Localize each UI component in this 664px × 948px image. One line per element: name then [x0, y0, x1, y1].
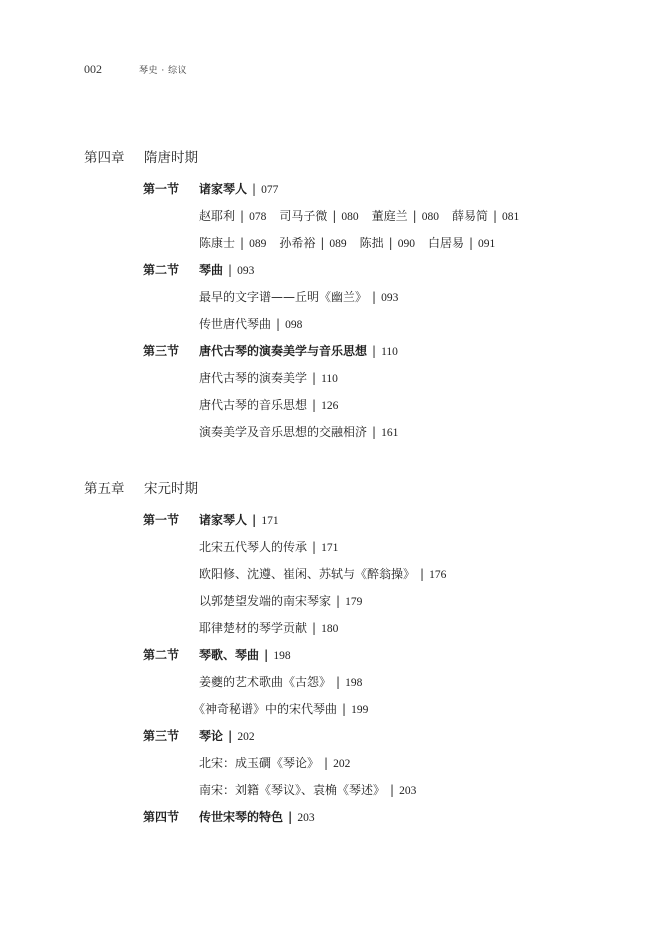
section-title: 琴论: [199, 729, 224, 743]
page-ref: 199: [351, 704, 369, 716]
page-ref: 202: [333, 758, 351, 770]
section-title: 诸家琴人: [199, 182, 248, 196]
person-entry: 司马子微 | 080: [279, 209, 359, 223]
entry-title: 北宋：成玉磵《琴论》: [199, 756, 320, 770]
toc-entry: 南宋：刘籍《琴议》、袁桷《琴述》 | 203: [199, 783, 417, 797]
running-header-title: 琴史 · 综议: [139, 66, 188, 76]
section-heading: 第一节 诸家琴人 | 077: [143, 182, 279, 196]
chapter-number: 第四章: [84, 150, 125, 166]
chapter-title: 宋元时期: [144, 481, 198, 497]
entry-title: 传世唐代琴曲: [199, 317, 272, 331]
toc-entry: 耶律楚材的琴学贡献 | 180: [199, 621, 339, 635]
toc-entry: 北宋五代琴人的传承 | 171: [199, 540, 339, 554]
section-heading: 第二节 琴曲 | 093: [143, 263, 255, 277]
page-ref: 093: [237, 265, 255, 277]
section-heading: 第三节 琴论 | 202: [143, 729, 255, 743]
page-ref: 203: [297, 812, 315, 824]
section-number: 第二节: [143, 648, 180, 662]
person-entry: 陈拙 | 090: [359, 236, 415, 250]
people-row: [199, 207, 532, 224]
page-ref: 176: [429, 569, 447, 581]
toc-entry: 北宋：成玉磵《琴论》 | 202: [199, 756, 351, 770]
entry-title: 北宋五代琴人的传承: [199, 540, 308, 554]
section-title: 唐代古琴的演奏美学与音乐思想: [199, 344, 368, 358]
page-ref: 110: [321, 373, 338, 385]
entry-title: 最早的文字谱——丘明《幽兰》: [199, 290, 368, 304]
section-number: 第一节: [143, 182, 180, 196]
page-ref: 093: [381, 292, 399, 304]
section-number: 第三节: [143, 344, 180, 358]
entry-title: 《神奇秘谱》中的宋代琴曲: [193, 702, 338, 716]
page-ref: 110: [381, 346, 398, 358]
page-ref: 198: [345, 677, 363, 689]
page-ref: 198: [273, 650, 291, 662]
page-ref: 098: [285, 319, 303, 331]
page-ref: 179: [345, 596, 363, 608]
people-row: [199, 234, 508, 251]
page-ref: 171: [261, 515, 279, 527]
page-ref: 077: [261, 184, 279, 196]
toc-entry: 姜夔的艺术歌曲《古怨》 | 198: [199, 675, 363, 689]
page-ref: 180: [321, 623, 339, 635]
section-heading: 第二节 琴歌、琴曲 | 198: [143, 648, 291, 662]
person-entry: 赵耶利 | 078: [199, 209, 267, 223]
person-entry: 陈康士 | 089: [199, 236, 267, 250]
entry-title: 唐代古琴的演奏美学: [199, 371, 308, 385]
section-title: 传世宋琴的特色: [199, 810, 284, 824]
section-title: 琴曲: [199, 263, 224, 277]
toc-entry: 唐代古琴的音乐思想 | 126: [199, 398, 339, 412]
page-ref: 126: [321, 400, 339, 412]
toc-entry: 传世唐代琴曲 | 098: [199, 317, 303, 331]
section-heading: 第四节 传世宋琴的特色 | 203: [143, 810, 315, 824]
entry-title: 唐代古琴的音乐思想: [199, 398, 308, 412]
section-number: 第一节: [143, 513, 180, 527]
page-ref: 202: [237, 731, 255, 743]
section-heading: 第三节 唐代古琴的演奏美学与音乐思想 | 110: [143, 344, 398, 358]
entry-title: 欧阳修、沈遵、崔闲、苏轼与《醉翁操》: [199, 567, 416, 581]
section-number: 第三节: [143, 729, 180, 743]
toc-entry: 欧阳修、沈遵、崔闲、苏轼与《醉翁操》 | 176: [199, 567, 447, 581]
entry-title: 南宋：刘籍《琴议》、袁桷《琴述》: [199, 783, 386, 797]
section-heading: 第一节 诸家琴人 | 171: [143, 513, 279, 527]
person-entry: 孙希裕 | 089: [279, 236, 347, 250]
toc-entry: 演奏美学及音乐思想的交融相济 | 161: [199, 425, 399, 439]
entry-title: 耶律楚材的琴学贡献: [199, 621, 308, 635]
person-entry: 董庭兰 | 080: [371, 209, 439, 223]
page-number: 002: [84, 62, 102, 76]
section-title: 琴歌、琴曲: [199, 648, 260, 662]
section-number: 第四节: [143, 810, 180, 824]
entry-title: 姜夔的艺术歌曲《古怨》: [199, 675, 332, 689]
person-entry: 白居易 | 091: [427, 236, 496, 250]
toc-entry: 唐代古琴的演奏美学 | 110: [199, 371, 338, 385]
toc-entry: 《神奇秘谱》中的宋代琴曲 | 199: [193, 702, 369, 716]
chapter-heading: [84, 477, 198, 497]
section-number: 第二节: [143, 263, 180, 277]
chapter-number: 第五章: [84, 481, 125, 497]
toc-entry: 以郭楚望发端的南宋琴家 | 179: [199, 594, 363, 608]
person-entry: 薛易简 | 081: [451, 209, 520, 223]
page-ref: 203: [399, 785, 417, 797]
chapter-heading: [84, 146, 198, 166]
entry-title: 演奏美学及音乐思想的交融相济: [199, 425, 368, 439]
page-ref: 171: [321, 542, 339, 554]
section-title: 诸家琴人: [199, 513, 248, 527]
entry-title: 以郭楚望发端的南宋琴家: [199, 594, 332, 608]
page-ref: 161: [381, 427, 399, 439]
toc-entry: 最早的文字谱——丘明《幽兰》 | 093: [199, 290, 399, 304]
chapter-title: 隋唐时期: [144, 150, 198, 166]
